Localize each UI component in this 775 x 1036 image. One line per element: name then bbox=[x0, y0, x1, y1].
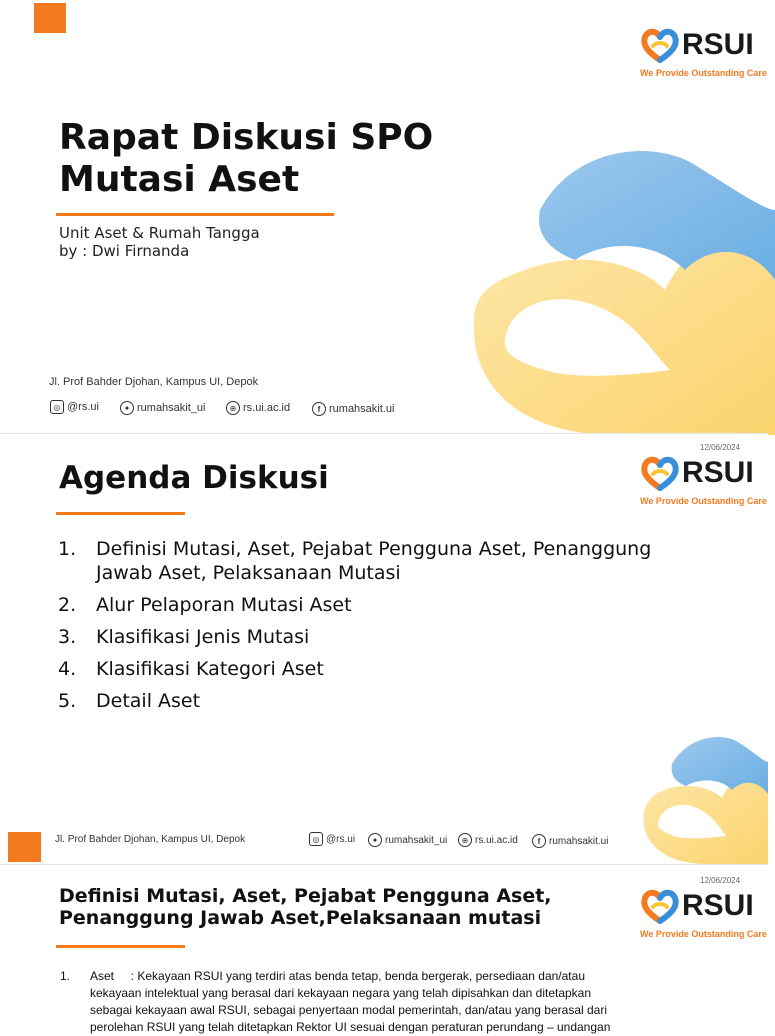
instagram-handle: @rs.ui bbox=[326, 833, 356, 845]
facebook-handle: rumahsakit.ui bbox=[549, 835, 609, 847]
address-text: Jl. Prof Bahder Djohan, Kampus UI, Depok bbox=[49, 376, 259, 388]
facebook-handle: rumahsakit.ui bbox=[329, 403, 395, 415]
list-number: 3. bbox=[58, 626, 77, 648]
list-item bbox=[58, 593, 658, 617]
list-number: 2. bbox=[58, 594, 77, 616]
logo-name: RSUI bbox=[682, 456, 754, 489]
instagram-handle: @rs.ui bbox=[67, 401, 99, 413]
list-number: 5. bbox=[58, 690, 77, 712]
facebook-icon: f bbox=[532, 834, 546, 848]
social-web[interactable] bbox=[458, 833, 518, 847]
page-title-line2: Mutasi Aset bbox=[59, 159, 300, 200]
definition-text: Aset : Kekayaan RSUI yang terdiri atas benda tetap, benda bergerak, persediaan dan/atau kekayaan intelektual yang berasal dari kekayaan negara yang telah dipisahkan dan ditetapkan sebagai kekayaan awal RSUI, sebagai penyertaan modal pemerintah, dan/atau yang berasal dari perolehan RSUI yang telah ditetapkan Rektor UI sesuai dengan peraturan perundang – undangan bbox=[90, 969, 611, 1034]
title-underline bbox=[56, 213, 334, 216]
heart-logo-icon bbox=[640, 887, 680, 927]
rsui-logo bbox=[640, 26, 767, 86]
logo-name: RSUI bbox=[682, 28, 754, 61]
page-title-line1: Rapat Diskusi SPO bbox=[59, 117, 434, 158]
logo-tagline: We Provide Outstanding Care bbox=[640, 496, 767, 506]
list-text: Definisi Mutasi, Aset, Pejabat Pengguna Aset, Penanggung Jawab Aset, Pelaksanaan Mutasi bbox=[96, 538, 652, 584]
social-twitter[interactable] bbox=[120, 401, 205, 415]
social-facebook[interactable] bbox=[532, 834, 608, 848]
instagram-icon: ◎ bbox=[50, 400, 64, 414]
heart-graphic-small bbox=[638, 732, 768, 864]
list-item bbox=[58, 537, 658, 585]
instagram-icon: ◎ bbox=[309, 832, 323, 846]
social-instagram[interactable] bbox=[309, 832, 355, 846]
subtitle-author: by : Dwi Firnanda bbox=[59, 242, 190, 260]
list-item bbox=[58, 689, 658, 713]
slide-date: 12/06/2024 bbox=[700, 443, 741, 452]
list-text: Detail Aset bbox=[96, 690, 201, 712]
list-text: Klasifikasi Jenis Mutasi bbox=[96, 626, 310, 648]
list-number: 4. bbox=[58, 658, 77, 680]
logo-tagline: We Provide Outstanding Care bbox=[640, 929, 767, 939]
twitter-handle: rumahsakit_ui bbox=[137, 402, 206, 414]
list-text: Alur Pelaporan Mutasi Aset bbox=[96, 594, 352, 616]
twitter-handle: rumahsakit_ui bbox=[385, 834, 448, 846]
definition-number: 1. bbox=[60, 969, 71, 983]
facebook-icon: f bbox=[312, 402, 326, 416]
rsui-logo bbox=[640, 887, 767, 947]
logo-tagline: We Provide Outstanding Care bbox=[640, 68, 767, 78]
agenda-list bbox=[58, 537, 658, 721]
heart-logo-icon bbox=[640, 26, 680, 66]
agenda-title: Agenda Diskusi bbox=[59, 460, 329, 496]
subtitle-unit: Unit Aset & Rumah Tangga bbox=[59, 224, 260, 242]
title-underline bbox=[56, 512, 185, 515]
social-instagram[interactable] bbox=[50, 400, 99, 414]
rsui-logo bbox=[640, 454, 767, 514]
social-twitter[interactable] bbox=[368, 833, 447, 847]
slide-definitions bbox=[0, 865, 768, 1034]
title-underline bbox=[56, 945, 185, 948]
website-url: rs.ui.ac.id bbox=[243, 402, 291, 414]
social-web[interactable] bbox=[226, 401, 290, 415]
slide-title bbox=[0, 0, 768, 433]
twitter-icon: ✦ bbox=[368, 833, 382, 847]
heart-graphic bbox=[455, 140, 775, 435]
twitter-icon: ✦ bbox=[120, 401, 134, 415]
logo-name: RSUI bbox=[682, 889, 754, 922]
slide-agenda bbox=[0, 434, 768, 864]
slide-date: 12/06/2024 bbox=[700, 876, 741, 885]
website-url: rs.ui.ac.id bbox=[475, 834, 518, 846]
list-text: Klasifikasi Kategori Aset bbox=[96, 658, 324, 680]
definitions-title-line1: Definisi Mutasi, Aset, Pejabat Pengguna Aset, bbox=[59, 885, 552, 907]
definitions-title-line2: Penanggung Jawab Aset,Pelaksanaan mutasi bbox=[59, 907, 542, 929]
social-facebook[interactable] bbox=[312, 402, 394, 416]
orange-square-decoration bbox=[34, 3, 66, 33]
orange-square-decoration bbox=[8, 832, 41, 862]
address-text: Jl. Prof Bahder Djohan, Kampus UI, Depok bbox=[55, 834, 246, 845]
heart-logo-icon bbox=[640, 454, 680, 494]
list-number: 1. bbox=[58, 538, 77, 560]
list-item bbox=[58, 625, 658, 649]
globe-icon: ⊕ bbox=[226, 401, 240, 415]
definition-item bbox=[60, 968, 630, 1036]
globe-icon: ⊕ bbox=[458, 833, 472, 847]
list-item bbox=[58, 657, 658, 681]
